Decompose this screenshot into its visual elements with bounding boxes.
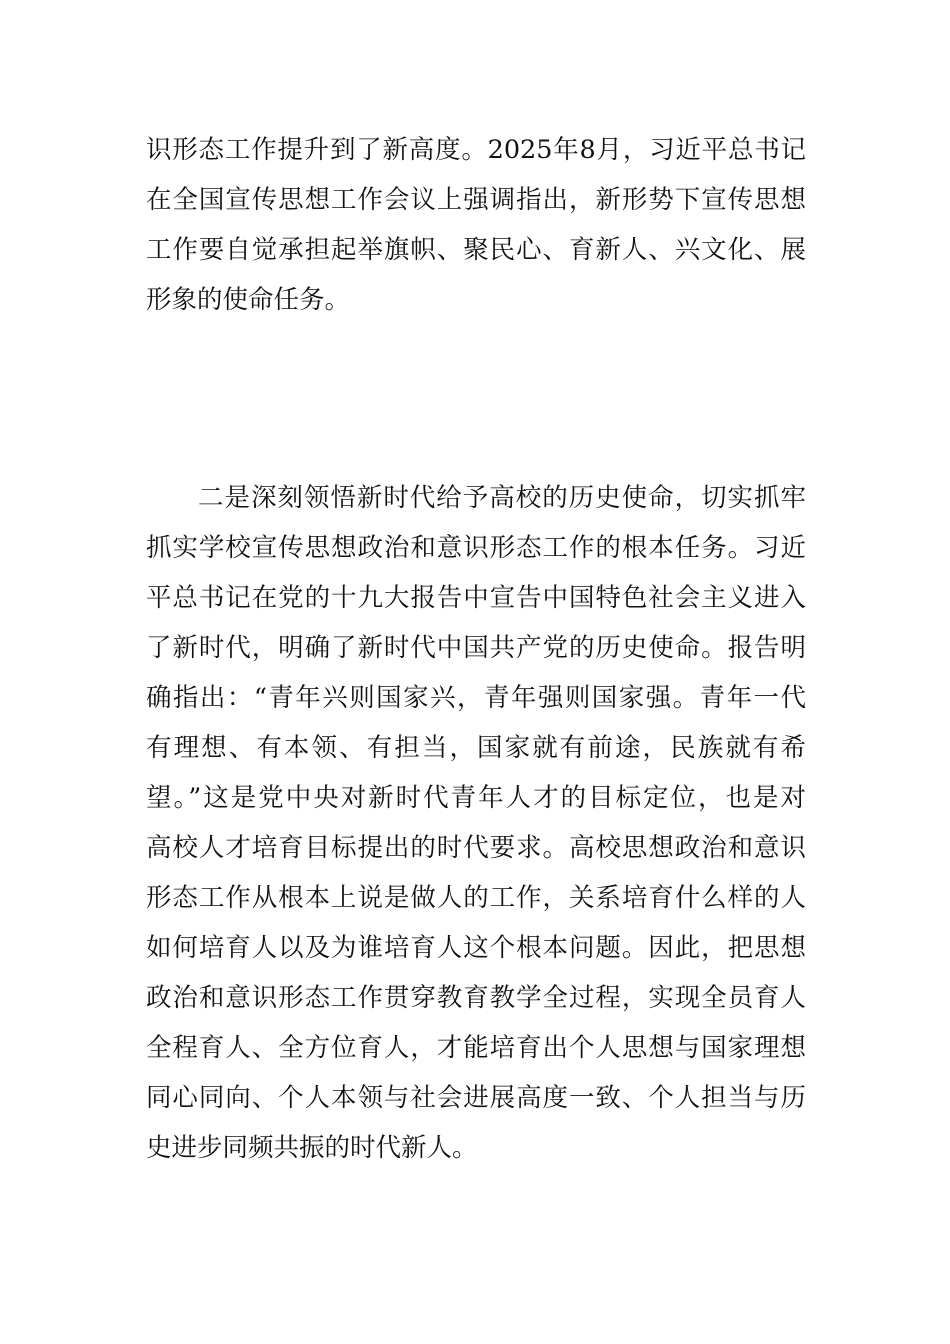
paragraph-line: 形象的使命任务。: [146, 285, 351, 315]
paragraph-line: 同心同向、个人本领与社会进展高度一致、个人担当与历: [146, 1083, 806, 1113]
paragraph-line: 全程育人、全方位育人，才能培育出个人思想与国家理想: [146, 1033, 806, 1063]
paragraph-line: 政治和意识形态工作贯穿教育教学全过程，实现全员育人: [146, 983, 806, 1013]
paragraph-line: 识形态工作提升到了新高度。2025年8月，习近平总书记: [146, 135, 806, 165]
paragraph-line: 史进步同频共振的时代新人。: [146, 1133, 478, 1163]
paragraph-line: 如何培育人以及为谁培育人这个根本问题。因此，把思想: [146, 933, 806, 963]
paragraph-line: 高校人才培育目标提出的时代要求。高校思想政治和意识: [146, 833, 806, 863]
paragraph-line: 了新时代，明确了新时代中国共产党的历史使命。报告明: [146, 633, 806, 663]
paragraph-line: 平总书记在党的十九大报告中宣告中国特色社会主义进入: [146, 583, 806, 613]
paragraph-line: 二是深刻领悟新时代给予高校的历史使命，切实抓牢: [198, 483, 806, 513]
paragraph-line: 确指出：“青年兴则国家兴，青年强则国家强。青年一代: [146, 683, 806, 713]
paragraph-line: 望。”这是党中央对新时代青年人才的目标定位，也是对: [146, 783, 806, 813]
paragraph-line: 有理想、有本领、有担当，国家就有前途，民族就有希: [146, 733, 806, 763]
paragraph-line: 工作要自觉承担起举旗帜、聚民心、育新人、兴文化、展: [146, 235, 806, 265]
paragraph-line: 在全国宣传思想工作会议上强调指出，新形势下宣传思想: [146, 185, 806, 215]
paragraph-line: 抓实学校宣传思想政治和意识形态工作的根本任务。习近: [146, 533, 806, 563]
paragraph-line: 形态工作从根本上说是做人的工作，关系培育什么样的人: [146, 883, 806, 913]
